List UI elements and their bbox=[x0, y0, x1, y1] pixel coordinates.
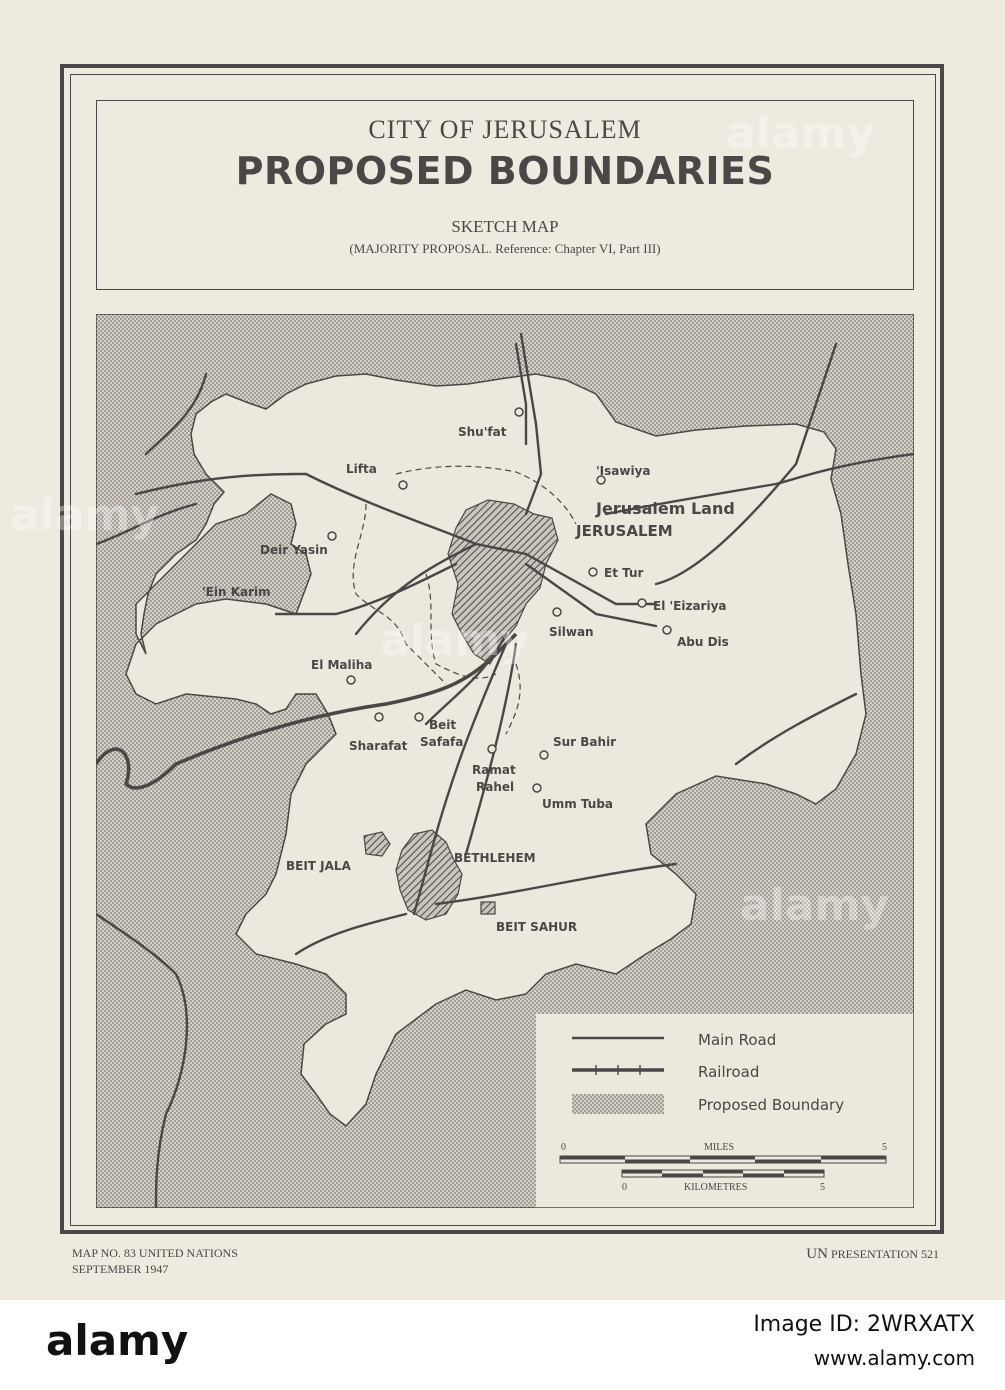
label-el-maliha: El Maliha bbox=[311, 658, 373, 672]
label-bethlehem: BETHLEHEM bbox=[454, 851, 536, 865]
footer-presentation bbox=[806, 1246, 939, 1263]
label-beit-sahur: BEIT SAHUR bbox=[496, 920, 578, 934]
image-url: www.alamy.com bbox=[813, 1346, 975, 1370]
scale-miles-start: 0 bbox=[561, 1142, 566, 1153]
map-title: PROPOSED BOUNDARIES bbox=[235, 149, 775, 193]
beit-sahur-area bbox=[481, 902, 495, 914]
footer-date: SEPTEMBER 1947 bbox=[72, 1262, 169, 1276]
label-el-eizariya: El 'Eizariya bbox=[653, 599, 727, 613]
label-safafa: Safafa bbox=[420, 735, 464, 749]
label-deir-yasin: Deir Yasin bbox=[260, 543, 328, 557]
map-reference-note: (MAJORITY PROPOSAL. Reference: Chapter VI, Part III) bbox=[349, 241, 661, 256]
label-sharafat: Sharafat bbox=[349, 739, 408, 753]
label-rahel: Rahel bbox=[476, 780, 515, 794]
footer-un: UN bbox=[806, 1246, 828, 1262]
label-beit: Beit bbox=[429, 718, 457, 732]
title-line-1: CITY OF JERUSALEM bbox=[368, 115, 642, 144]
legend-main-road: Main Road bbox=[698, 1031, 777, 1049]
footer-map-number: MAP NO. 83 UNITED NATIONS bbox=[72, 1246, 238, 1260]
scale-km-start: 0 bbox=[622, 1182, 627, 1193]
watermark: alamy bbox=[380, 615, 529, 666]
alamy-logo: alamy bbox=[46, 1316, 189, 1365]
label-ramat: Ramat bbox=[472, 763, 516, 777]
scale-km-label: KILOMETRES bbox=[684, 1182, 748, 1193]
map-legend bbox=[536, 1014, 914, 1208]
label-silwan: Silwan bbox=[549, 625, 594, 639]
label-sur-bahir: Sur Bahir bbox=[553, 735, 617, 749]
label-umm-tuba: Umm Tuba bbox=[542, 797, 614, 811]
label-jerusalem-land: Jerusalem Land bbox=[596, 499, 735, 518]
label-shufat: Shu'fat bbox=[458, 425, 507, 439]
watermark: alamy bbox=[740, 880, 889, 931]
legend-railroad: Railroad bbox=[698, 1063, 760, 1081]
legend-boundary-symbol bbox=[572, 1094, 664, 1114]
label-lifta: Lifta bbox=[346, 462, 377, 476]
scale-miles-label: MILES bbox=[704, 1142, 734, 1153]
label-jerusalem: JERUSALEM bbox=[576, 522, 673, 540]
label-ein-karim: 'Ein Karim bbox=[202, 585, 271, 599]
scale-miles-end: 5 bbox=[882, 1142, 887, 1153]
watermark: alamy bbox=[726, 108, 875, 159]
footer-presentation-number: PRESENTATION 521 bbox=[830, 1247, 939, 1261]
map-subtitle: SKETCH MAP bbox=[451, 217, 559, 236]
image-id: Image ID: 2WRXATX bbox=[753, 1312, 975, 1337]
scale-km-end: 5 bbox=[820, 1182, 825, 1193]
sketch-map bbox=[96, 314, 914, 1208]
label-isawiya: 'Isawiya bbox=[596, 464, 651, 478]
label-abu-dis: Abu Dis bbox=[677, 635, 729, 649]
label-beit-jala: BEIT JALA bbox=[286, 859, 351, 873]
legend-proposed-boundary: Proposed Boundary bbox=[698, 1096, 845, 1114]
label-et-tur: Et Tur bbox=[604, 566, 644, 580]
watermark: alamy bbox=[10, 490, 159, 541]
